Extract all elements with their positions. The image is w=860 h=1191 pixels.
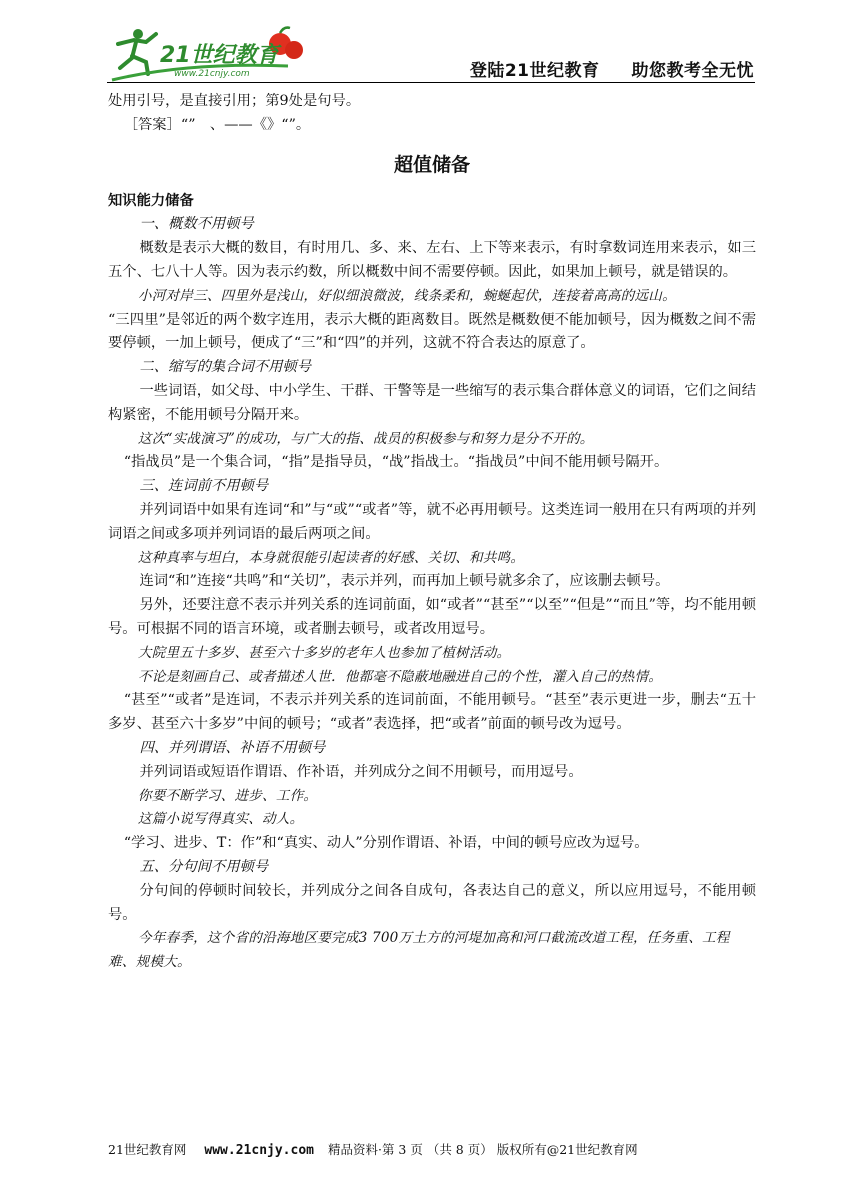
section-4-paragraph: 并列词语或短语作谓语、作补语，并列成分之间不用顿号，而用逗号。 [139,763,583,780]
slogan-right: 助您教考全无忧 [631,61,754,81]
section-4-example-1: 你要不断学习、进步、工作。 [137,787,318,804]
section-3-example-1: 这种真率与坦白，本身就很能引起读者的好感、关切、和共鸣。 [137,549,525,566]
page-title: 超值储备 [393,153,470,176]
section-subtitle: 知识能力储备 [108,192,194,209]
section-4-explanation: “学习、进步、T：作”和“真实、动人”分别作谓语、补语，中间的顿号应改为逗号。 [123,835,649,852]
section-2-explanation: “指战员”是一个集合词，“指”是指导员，“战”指战士。“指战员”中间不能用顿号隔开。 [123,454,669,471]
header-rule [107,82,755,83]
page-footer [108,1140,638,1158]
slogan-left: 登陆21世纪教育 [469,61,600,81]
answer-line: ［答案］“” 、——《》“”。 [123,116,311,133]
section-1-explanation: “三四里”是邻近的两个数字连用，表示大概的距离数目。既然是概数便不能加顿号，因为概数之间不需要停顿，一加上顿号，便成了“三”和“四”的并列，这就不符合表达的原意了。 [108,311,756,352]
section-2-example: 这次“实战演习”的成功，与广大的指、战员的积极参与和努力是分不开的。 [137,430,594,447]
section-3-paragraph: 并列词语中如果有连词“和”与“或”“或者”等，就不必再用顿号。这类连词一般用在只有两项的并列词语之间或多项并列词语的最后两项之间。 [108,501,756,542]
section-1-heading: 一、概数不用顿号 [139,216,254,233]
footer-right: 精品资料·第 3 页 （共 8 页） 版权所有@21世纪教育网 [327,1142,638,1157]
section-3-explanation-1: 连词“和”连接“共鸣”和“关切”，表示并列，而再加上顿号就多余了，应该删去顿号。 [139,573,670,590]
runner-icon [118,29,156,74]
section-1-paragraph: 概数是表示大概的数目，有时用几、多、来、左右、上下等来表示，有时拿数词连用来表示，如三五个、七八十人等。因为表示约数，所以概数中间不需要停顿。因此，如果加上顿号，就是错误的。 [108,240,756,280]
site-logo [108,22,313,84]
footer-left: 21世纪教育网 [108,1142,187,1157]
section-2-heading: 二、缩写的集合词不用顿号 [139,359,312,376]
section-3-paragraph-2: 另外，还要注意不表示并列关系的连词前面，如“或者”“甚至”“以至”“但是”“而且”等，均不能用顿号。可根据不同的语言环境，或者删去顿号，或者改用逗号。 [108,597,756,637]
svg-text:21世纪教育: 21世纪教育 [160,43,279,68]
footer-site-link[interactable]: www.21cnjy.com [204,1143,314,1158]
section-2-paragraph: 一些词语，如父母、中小学生、干群、干警等是一些缩写的表示集合群体意义的词语，它们之间结构紧密，不能用顿号分隔开来。 [108,382,756,423]
section-5-paragraph: 分句间的停顿时间较长，并列成分之间各自成句，各表达自己的意义，所以应用逗号，不能用顿号。 [108,882,756,923]
section-3-example-3: 不论是刻画自己、或者描述人世．他都毫不隐蔽地融进自己的个性，灌入自己的热情。 [137,668,663,685]
section-3-example-2: 大院里五十多岁、甚至六十多岁的老年人也参加了植树活动。 [137,644,511,661]
section-3-explanation-2: “甚至”“或者”是连词，不表示并列关系的连词前面，不能用顿号。“甚至”表示更进一步，删去“五十多岁、甚至六十多岁”中间的顿号；“或者”表选择，把“或者”前面的顿号改为逗号。 [108,692,756,733]
section-4-example-2: 这篇小说写得真实、动人。 [137,811,304,828]
document-body [108,90,756,975]
section-5-example: 今年春季，这个省的沿海地区要完成3 700万土方的河堤加高和河口截流改道工程，任务重、工程难、规模大。 [108,930,730,971]
page-header [0,0,860,84]
section-5-heading: 五、分句间不用顿号 [139,858,269,875]
top-line: 处用引号，是直接引用；第9处是句号。 [108,93,361,109]
section-1-example: 小河对岸三、四里外是浅山，好似细浪微波，线条柔和，蜿蜒起伏，连接着高高的远山。 [137,287,676,304]
svg-text:www.21cnjy.com: www.21cnjy.com [174,69,250,79]
section-3-heading: 三、连词前不用顿号 [139,478,269,495]
section-4-heading: 四、并列谓语、补语不用顿号 [139,739,326,756]
header-slogan [470,56,754,81]
